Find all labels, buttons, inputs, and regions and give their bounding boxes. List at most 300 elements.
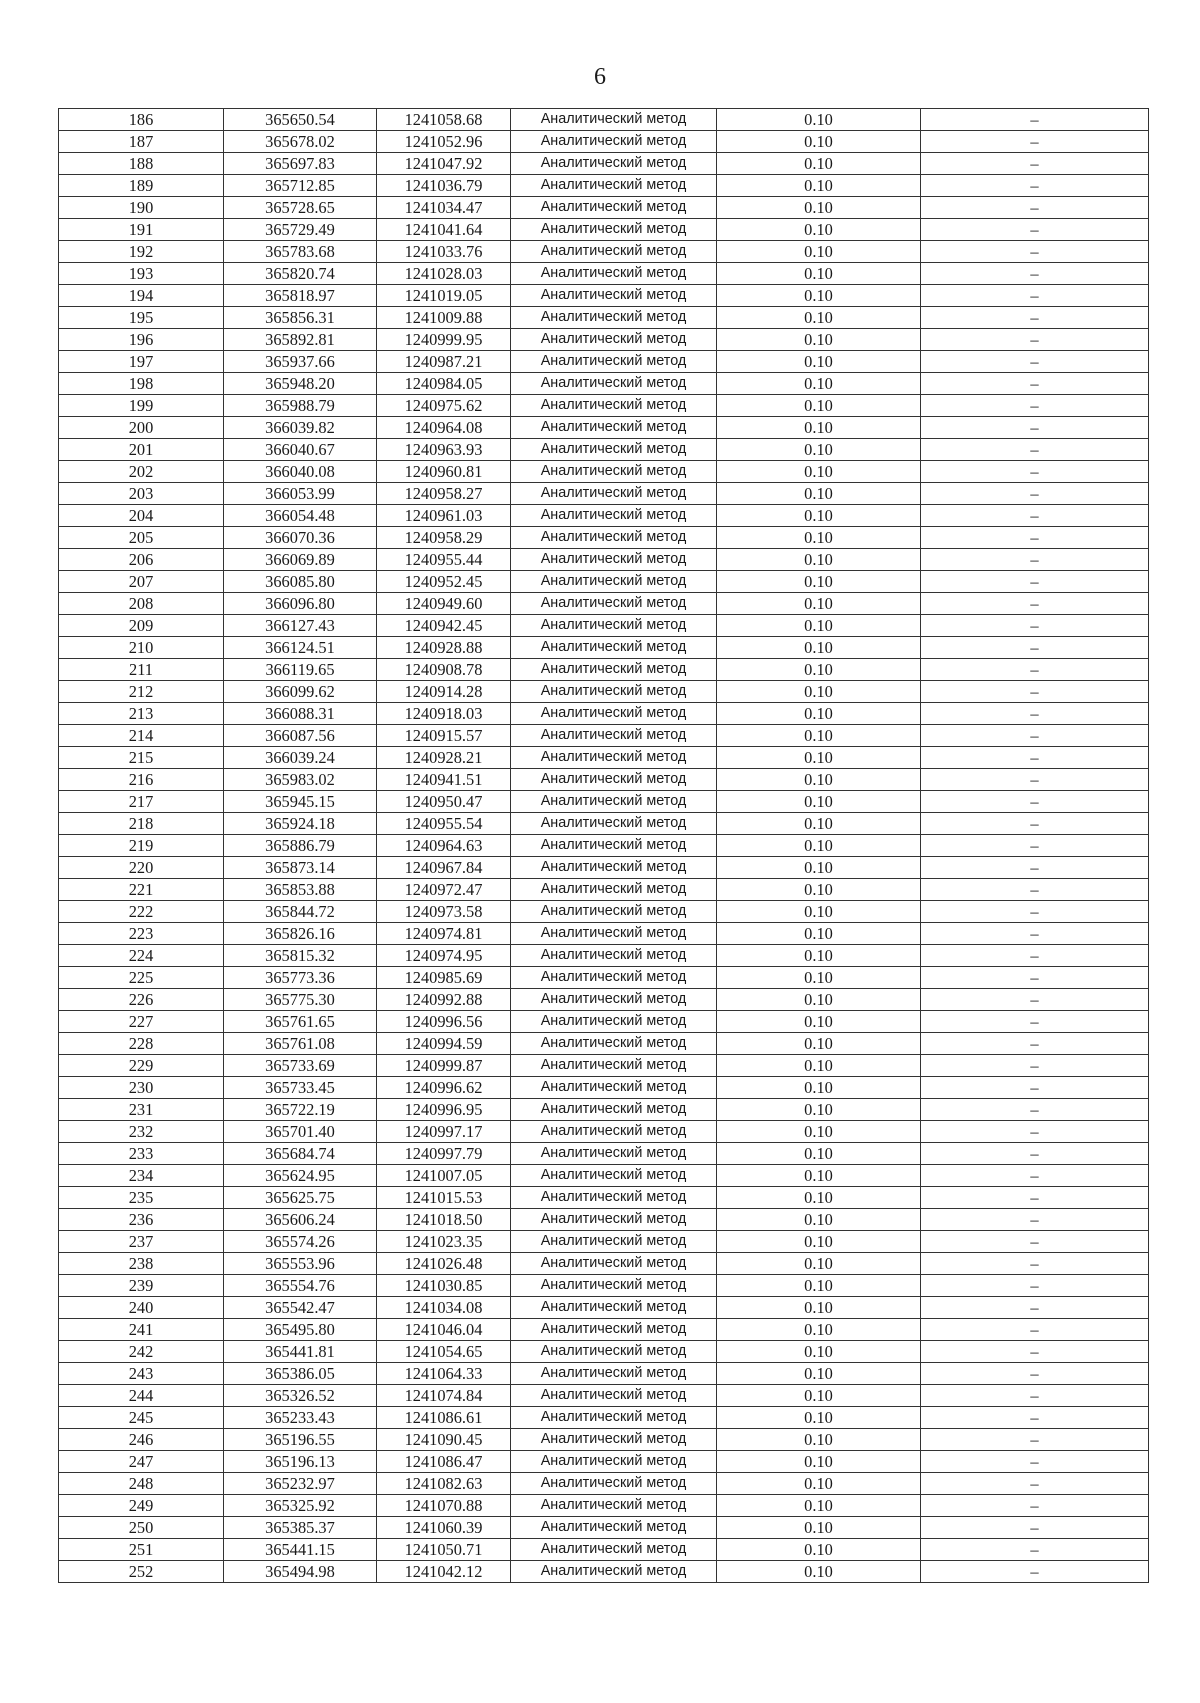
accuracy-cell: 0.10 bbox=[717, 439, 921, 461]
table-row bbox=[59, 1429, 1149, 1451]
point-number-cell: 225 bbox=[59, 967, 224, 989]
table-row bbox=[59, 1473, 1149, 1495]
method-cell: Аналитический метод bbox=[511, 1121, 717, 1143]
accuracy-cell: 0.10 bbox=[717, 1319, 921, 1341]
method-cell: Аналитический метод bbox=[511, 439, 717, 461]
dash-cell: – bbox=[921, 1121, 1149, 1143]
method-cell: Аналитический метод bbox=[511, 131, 717, 153]
table-row bbox=[59, 791, 1149, 813]
x-coordinate-cell: 365733.69 bbox=[224, 1055, 377, 1077]
method-cell: Аналитический метод bbox=[511, 1187, 717, 1209]
accuracy-cell: 0.10 bbox=[717, 329, 921, 351]
accuracy-cell: 0.10 bbox=[717, 285, 921, 307]
x-coordinate-cell: 366070.36 bbox=[224, 527, 377, 549]
x-coordinate-cell: 365650.54 bbox=[224, 109, 377, 131]
x-coordinate-cell: 365441.81 bbox=[224, 1341, 377, 1363]
table-row bbox=[59, 703, 1149, 725]
dash-cell: – bbox=[921, 1187, 1149, 1209]
accuracy-cell: 0.10 bbox=[717, 307, 921, 329]
point-number-cell: 215 bbox=[59, 747, 224, 769]
dash-cell: – bbox=[921, 1561, 1149, 1583]
accuracy-cell: 0.10 bbox=[717, 109, 921, 131]
x-coordinate-cell: 366039.82 bbox=[224, 417, 377, 439]
point-number-cell: 240 bbox=[59, 1297, 224, 1319]
y-coordinate-cell: 1240914.28 bbox=[377, 681, 511, 703]
x-coordinate-cell: 365196.13 bbox=[224, 1451, 377, 1473]
point-number-cell: 250 bbox=[59, 1517, 224, 1539]
table-row bbox=[59, 637, 1149, 659]
accuracy-cell: 0.10 bbox=[717, 725, 921, 747]
dash-cell: – bbox=[921, 417, 1149, 439]
dash-cell: – bbox=[921, 593, 1149, 615]
method-cell: Аналитический метод bbox=[511, 1561, 717, 1583]
accuracy-cell: 0.10 bbox=[717, 901, 921, 923]
accuracy-cell: 0.10 bbox=[717, 1561, 921, 1583]
point-number-cell: 249 bbox=[59, 1495, 224, 1517]
dash-cell: – bbox=[921, 901, 1149, 923]
point-number-cell: 194 bbox=[59, 285, 224, 307]
x-coordinate-cell: 365554.76 bbox=[224, 1275, 377, 1297]
dash-cell: – bbox=[921, 1033, 1149, 1055]
method-cell: Аналитический метод bbox=[511, 483, 717, 505]
method-cell: Аналитический метод bbox=[511, 1473, 717, 1495]
table-row bbox=[59, 329, 1149, 351]
y-coordinate-cell: 1241050.71 bbox=[377, 1539, 511, 1561]
y-coordinate-cell: 1240974.95 bbox=[377, 945, 511, 967]
method-cell: Аналитический метод bbox=[511, 1077, 717, 1099]
x-coordinate-cell: 365775.30 bbox=[224, 989, 377, 1011]
point-number-cell: 195 bbox=[59, 307, 224, 329]
point-number-cell: 200 bbox=[59, 417, 224, 439]
accuracy-cell: 0.10 bbox=[717, 571, 921, 593]
accuracy-cell: 0.10 bbox=[717, 549, 921, 571]
table-row bbox=[59, 571, 1149, 593]
x-coordinate-cell: 365826.16 bbox=[224, 923, 377, 945]
table-row bbox=[59, 769, 1149, 791]
x-coordinate-cell: 366096.80 bbox=[224, 593, 377, 615]
dash-cell: – bbox=[921, 1143, 1149, 1165]
point-number-cell: 191 bbox=[59, 219, 224, 241]
x-coordinate-cell: 365678.02 bbox=[224, 131, 377, 153]
point-number-cell: 192 bbox=[59, 241, 224, 263]
point-number-cell: 230 bbox=[59, 1077, 224, 1099]
dash-cell: – bbox=[921, 1341, 1149, 1363]
dash-cell: – bbox=[921, 329, 1149, 351]
y-coordinate-cell: 1241086.47 bbox=[377, 1451, 511, 1473]
method-cell: Аналитический метод bbox=[511, 923, 717, 945]
table-row bbox=[59, 219, 1149, 241]
dash-cell: – bbox=[921, 791, 1149, 813]
table-row bbox=[59, 1099, 1149, 1121]
x-coordinate-cell: 365624.95 bbox=[224, 1165, 377, 1187]
method-cell: Аналитический метод bbox=[511, 241, 717, 263]
accuracy-cell: 0.10 bbox=[717, 681, 921, 703]
x-coordinate-cell: 365494.98 bbox=[224, 1561, 377, 1583]
method-cell: Аналитический метод bbox=[511, 1341, 717, 1363]
method-cell: Аналитический метод bbox=[511, 1165, 717, 1187]
point-number-cell: 223 bbox=[59, 923, 224, 945]
x-coordinate-cell: 366087.56 bbox=[224, 725, 377, 747]
accuracy-cell: 0.10 bbox=[717, 967, 921, 989]
dash-cell: – bbox=[921, 527, 1149, 549]
method-cell: Аналитический метод bbox=[511, 571, 717, 593]
table-row bbox=[59, 1407, 1149, 1429]
accuracy-cell: 0.10 bbox=[717, 835, 921, 857]
method-cell: Аналитический метод bbox=[511, 1055, 717, 1077]
method-cell: Аналитический метод bbox=[511, 637, 717, 659]
dash-cell: – bbox=[921, 131, 1149, 153]
accuracy-cell: 0.10 bbox=[717, 505, 921, 527]
x-coordinate-cell: 366119.65 bbox=[224, 659, 377, 681]
point-number-cell: 224 bbox=[59, 945, 224, 967]
accuracy-cell: 0.10 bbox=[717, 1539, 921, 1561]
y-coordinate-cell: 1240958.29 bbox=[377, 527, 511, 549]
method-cell: Аналитический метод bbox=[511, 1429, 717, 1451]
table-row bbox=[59, 813, 1149, 835]
y-coordinate-cell: 1240964.63 bbox=[377, 835, 511, 857]
dash-cell: – bbox=[921, 153, 1149, 175]
accuracy-cell: 0.10 bbox=[717, 241, 921, 263]
point-number-cell: 236 bbox=[59, 1209, 224, 1231]
accuracy-cell: 0.10 bbox=[717, 1099, 921, 1121]
x-coordinate-cell: 365988.79 bbox=[224, 395, 377, 417]
point-number-cell: 213 bbox=[59, 703, 224, 725]
point-number-cell: 202 bbox=[59, 461, 224, 483]
point-number-cell: 237 bbox=[59, 1231, 224, 1253]
point-number-cell: 206 bbox=[59, 549, 224, 571]
dash-cell: – bbox=[921, 197, 1149, 219]
point-number-cell: 189 bbox=[59, 175, 224, 197]
x-coordinate-cell: 365701.40 bbox=[224, 1121, 377, 1143]
y-coordinate-cell: 1241018.50 bbox=[377, 1209, 511, 1231]
accuracy-cell: 0.10 bbox=[717, 813, 921, 835]
y-coordinate-cell: 1241054.65 bbox=[377, 1341, 511, 1363]
table-row bbox=[59, 241, 1149, 263]
method-cell: Аналитический метод bbox=[511, 109, 717, 131]
point-number-cell: 199 bbox=[59, 395, 224, 417]
dash-cell: – bbox=[921, 1165, 1149, 1187]
accuracy-cell: 0.10 bbox=[717, 857, 921, 879]
method-cell: Аналитический метод bbox=[511, 747, 717, 769]
accuracy-cell: 0.10 bbox=[717, 219, 921, 241]
y-coordinate-cell: 1240972.47 bbox=[377, 879, 511, 901]
point-number-cell: 217 bbox=[59, 791, 224, 813]
x-coordinate-cell: 366088.31 bbox=[224, 703, 377, 725]
point-number-cell: 209 bbox=[59, 615, 224, 637]
y-coordinate-cell: 1240961.03 bbox=[377, 505, 511, 527]
table-row bbox=[59, 615, 1149, 637]
coordinates-table bbox=[58, 108, 1149, 1583]
point-number-cell: 203 bbox=[59, 483, 224, 505]
dash-cell: – bbox=[921, 1231, 1149, 1253]
dash-cell: – bbox=[921, 857, 1149, 879]
point-number-cell: 227 bbox=[59, 1011, 224, 1033]
method-cell: Аналитический метод bbox=[511, 945, 717, 967]
method-cell: Аналитический метод bbox=[511, 703, 717, 725]
table-row bbox=[59, 285, 1149, 307]
table-row bbox=[59, 1077, 1149, 1099]
y-coordinate-cell: 1241009.88 bbox=[377, 307, 511, 329]
dash-cell: – bbox=[921, 373, 1149, 395]
table-row bbox=[59, 131, 1149, 153]
x-coordinate-cell: 366069.89 bbox=[224, 549, 377, 571]
dash-cell: – bbox=[921, 439, 1149, 461]
method-cell: Аналитический метод bbox=[511, 351, 717, 373]
x-coordinate-cell: 365606.24 bbox=[224, 1209, 377, 1231]
table-row bbox=[59, 901, 1149, 923]
y-coordinate-cell: 1240996.95 bbox=[377, 1099, 511, 1121]
method-cell: Аналитический метод bbox=[511, 813, 717, 835]
x-coordinate-cell: 365873.14 bbox=[224, 857, 377, 879]
accuracy-cell: 0.10 bbox=[717, 1121, 921, 1143]
table-row bbox=[59, 659, 1149, 681]
point-number-cell: 187 bbox=[59, 131, 224, 153]
table-row bbox=[59, 1209, 1149, 1231]
point-number-cell: 244 bbox=[59, 1385, 224, 1407]
dash-cell: – bbox=[921, 813, 1149, 835]
table-row bbox=[59, 725, 1149, 747]
y-coordinate-cell: 1240952.45 bbox=[377, 571, 511, 593]
accuracy-cell: 0.10 bbox=[717, 395, 921, 417]
point-number-cell: 207 bbox=[59, 571, 224, 593]
x-coordinate-cell: 365892.81 bbox=[224, 329, 377, 351]
method-cell: Аналитический метод bbox=[511, 153, 717, 175]
table-row bbox=[59, 197, 1149, 219]
table-row bbox=[59, 175, 1149, 197]
method-cell: Аналитический метод bbox=[511, 395, 717, 417]
point-number-cell: 245 bbox=[59, 1407, 224, 1429]
x-coordinate-cell: 365937.66 bbox=[224, 351, 377, 373]
accuracy-cell: 0.10 bbox=[717, 1143, 921, 1165]
x-coordinate-cell: 365773.36 bbox=[224, 967, 377, 989]
point-number-cell: 251 bbox=[59, 1539, 224, 1561]
x-coordinate-cell: 366099.62 bbox=[224, 681, 377, 703]
method-cell: Аналитический метод bbox=[511, 373, 717, 395]
y-coordinate-cell: 1241060.39 bbox=[377, 1517, 511, 1539]
y-coordinate-cell: 1240985.69 bbox=[377, 967, 511, 989]
x-coordinate-cell: 366124.51 bbox=[224, 637, 377, 659]
method-cell: Аналитический метод bbox=[511, 659, 717, 681]
dash-cell: – bbox=[921, 241, 1149, 263]
y-coordinate-cell: 1241023.35 bbox=[377, 1231, 511, 1253]
table-row bbox=[59, 1451, 1149, 1473]
accuracy-cell: 0.10 bbox=[717, 1253, 921, 1275]
x-coordinate-cell: 366085.80 bbox=[224, 571, 377, 593]
point-number-cell: 246 bbox=[59, 1429, 224, 1451]
table-row bbox=[59, 1187, 1149, 1209]
accuracy-cell: 0.10 bbox=[717, 747, 921, 769]
y-coordinate-cell: 1240928.88 bbox=[377, 637, 511, 659]
accuracy-cell: 0.10 bbox=[717, 1165, 921, 1187]
accuracy-cell: 0.10 bbox=[717, 593, 921, 615]
x-coordinate-cell: 365325.92 bbox=[224, 1495, 377, 1517]
method-cell: Аналитический метод bbox=[511, 1517, 717, 1539]
x-coordinate-cell: 365924.18 bbox=[224, 813, 377, 835]
point-number-cell: 196 bbox=[59, 329, 224, 351]
table-row bbox=[59, 1253, 1149, 1275]
method-cell: Аналитический метод bbox=[511, 1209, 717, 1231]
x-coordinate-cell: 366127.43 bbox=[224, 615, 377, 637]
method-cell: Аналитический метод bbox=[511, 197, 717, 219]
dash-cell: – bbox=[921, 1209, 1149, 1231]
x-coordinate-cell: 365722.19 bbox=[224, 1099, 377, 1121]
x-coordinate-cell: 365818.97 bbox=[224, 285, 377, 307]
method-cell: Аналитический метод bbox=[511, 681, 717, 703]
dash-cell: – bbox=[921, 615, 1149, 637]
method-cell: Аналитический метод bbox=[511, 901, 717, 923]
x-coordinate-cell: 365684.74 bbox=[224, 1143, 377, 1165]
dash-cell: – bbox=[921, 109, 1149, 131]
y-coordinate-cell: 1240955.44 bbox=[377, 549, 511, 571]
x-coordinate-cell: 365783.68 bbox=[224, 241, 377, 263]
x-coordinate-cell: 365625.75 bbox=[224, 1187, 377, 1209]
dash-cell: – bbox=[921, 505, 1149, 527]
point-number-cell: 228 bbox=[59, 1033, 224, 1055]
table-row bbox=[59, 549, 1149, 571]
x-coordinate-cell: 366039.24 bbox=[224, 747, 377, 769]
y-coordinate-cell: 1241028.03 bbox=[377, 263, 511, 285]
point-number-cell: 243 bbox=[59, 1363, 224, 1385]
y-coordinate-cell: 1241019.05 bbox=[377, 285, 511, 307]
accuracy-cell: 0.10 bbox=[717, 615, 921, 637]
dash-cell: – bbox=[921, 1275, 1149, 1297]
method-cell: Аналитический метод bbox=[511, 1407, 717, 1429]
point-number-cell: 211 bbox=[59, 659, 224, 681]
x-coordinate-cell: 365844.72 bbox=[224, 901, 377, 923]
method-cell: Аналитический метод bbox=[511, 461, 717, 483]
accuracy-cell: 0.10 bbox=[717, 131, 921, 153]
table-row bbox=[59, 1319, 1149, 1341]
dash-cell: – bbox=[921, 835, 1149, 857]
point-number-cell: 212 bbox=[59, 681, 224, 703]
y-coordinate-cell: 1240958.27 bbox=[377, 483, 511, 505]
x-coordinate-cell: 366054.48 bbox=[224, 505, 377, 527]
accuracy-cell: 0.10 bbox=[717, 1517, 921, 1539]
accuracy-cell: 0.10 bbox=[717, 417, 921, 439]
dash-cell: – bbox=[921, 1407, 1149, 1429]
method-cell: Аналитический метод bbox=[511, 219, 717, 241]
point-number-cell: 231 bbox=[59, 1099, 224, 1121]
accuracy-cell: 0.10 bbox=[717, 1495, 921, 1517]
table-row bbox=[59, 109, 1149, 131]
y-coordinate-cell: 1241034.47 bbox=[377, 197, 511, 219]
table-row bbox=[59, 527, 1149, 549]
y-coordinate-cell: 1241030.85 bbox=[377, 1275, 511, 1297]
method-cell: Аналитический метод bbox=[511, 989, 717, 1011]
x-coordinate-cell: 365697.83 bbox=[224, 153, 377, 175]
method-cell: Аналитический метод bbox=[511, 1033, 717, 1055]
method-cell: Аналитический метод bbox=[511, 615, 717, 637]
dash-cell: – bbox=[921, 879, 1149, 901]
dash-cell: – bbox=[921, 1451, 1149, 1473]
method-cell: Аналитический метод bbox=[511, 769, 717, 791]
point-number-cell: 233 bbox=[59, 1143, 224, 1165]
y-coordinate-cell: 1240997.17 bbox=[377, 1121, 511, 1143]
dash-cell: – bbox=[921, 395, 1149, 417]
point-number-cell: 222 bbox=[59, 901, 224, 923]
accuracy-cell: 0.10 bbox=[717, 791, 921, 813]
point-number-cell: 214 bbox=[59, 725, 224, 747]
accuracy-cell: 0.10 bbox=[717, 351, 921, 373]
accuracy-cell: 0.10 bbox=[717, 1209, 921, 1231]
dash-cell: – bbox=[921, 571, 1149, 593]
method-cell: Аналитический метод bbox=[511, 549, 717, 571]
dash-cell: – bbox=[921, 1055, 1149, 1077]
accuracy-cell: 0.10 bbox=[717, 1451, 921, 1473]
point-number-cell: 219 bbox=[59, 835, 224, 857]
accuracy-cell: 0.10 bbox=[717, 1033, 921, 1055]
x-coordinate-cell: 365728.65 bbox=[224, 197, 377, 219]
accuracy-cell: 0.10 bbox=[717, 1341, 921, 1363]
method-cell: Аналитический метод bbox=[511, 1451, 717, 1473]
table-row bbox=[59, 1165, 1149, 1187]
x-coordinate-cell: 365232.97 bbox=[224, 1473, 377, 1495]
point-number-cell: 186 bbox=[59, 109, 224, 131]
dash-cell: – bbox=[921, 285, 1149, 307]
point-number-cell: 241 bbox=[59, 1319, 224, 1341]
x-coordinate-cell: 365733.45 bbox=[224, 1077, 377, 1099]
x-coordinate-cell: 365712.85 bbox=[224, 175, 377, 197]
y-coordinate-cell: 1240955.54 bbox=[377, 813, 511, 835]
x-coordinate-cell: 365385.37 bbox=[224, 1517, 377, 1539]
coordinates-table-body bbox=[59, 109, 1149, 1583]
y-coordinate-cell: 1241070.88 bbox=[377, 1495, 511, 1517]
point-number-cell: 235 bbox=[59, 1187, 224, 1209]
method-cell: Аналитический метод bbox=[511, 1495, 717, 1517]
point-number-cell: 197 bbox=[59, 351, 224, 373]
point-number-cell: 239 bbox=[59, 1275, 224, 1297]
dash-cell: – bbox=[921, 219, 1149, 241]
dash-cell: – bbox=[921, 1429, 1149, 1451]
y-coordinate-cell: 1240918.03 bbox=[377, 703, 511, 725]
accuracy-cell: 0.10 bbox=[717, 197, 921, 219]
y-coordinate-cell: 1240974.81 bbox=[377, 923, 511, 945]
table-row bbox=[59, 153, 1149, 175]
x-coordinate-cell: 365761.08 bbox=[224, 1033, 377, 1055]
method-cell: Аналитический метод bbox=[511, 1319, 717, 1341]
table-row bbox=[59, 373, 1149, 395]
y-coordinate-cell: 1241058.68 bbox=[377, 109, 511, 131]
table-row bbox=[59, 461, 1149, 483]
table-row bbox=[59, 857, 1149, 879]
method-cell: Аналитический метод bbox=[511, 1297, 717, 1319]
dash-cell: – bbox=[921, 1473, 1149, 1495]
table-row bbox=[59, 351, 1149, 373]
dash-cell: – bbox=[921, 1539, 1149, 1561]
accuracy-cell: 0.10 bbox=[717, 659, 921, 681]
x-coordinate-cell: 365196.55 bbox=[224, 1429, 377, 1451]
accuracy-cell: 0.10 bbox=[717, 1385, 921, 1407]
y-coordinate-cell: 1240999.87 bbox=[377, 1055, 511, 1077]
x-coordinate-cell: 366053.99 bbox=[224, 483, 377, 505]
accuracy-cell: 0.10 bbox=[717, 1187, 921, 1209]
y-coordinate-cell: 1240999.95 bbox=[377, 329, 511, 351]
x-coordinate-cell: 365386.05 bbox=[224, 1363, 377, 1385]
y-coordinate-cell: 1240987.21 bbox=[377, 351, 511, 373]
dash-cell: – bbox=[921, 945, 1149, 967]
accuracy-cell: 0.10 bbox=[717, 175, 921, 197]
method-cell: Аналитический метод bbox=[511, 329, 717, 351]
method-cell: Аналитический метод bbox=[511, 593, 717, 615]
table-row bbox=[59, 1011, 1149, 1033]
x-coordinate-cell: 365853.88 bbox=[224, 879, 377, 901]
y-coordinate-cell: 1240949.60 bbox=[377, 593, 511, 615]
y-coordinate-cell: 1240992.88 bbox=[377, 989, 511, 1011]
accuracy-cell: 0.10 bbox=[717, 373, 921, 395]
y-coordinate-cell: 1241074.84 bbox=[377, 1385, 511, 1407]
dash-cell: – bbox=[921, 681, 1149, 703]
x-coordinate-cell: 365441.15 bbox=[224, 1539, 377, 1561]
